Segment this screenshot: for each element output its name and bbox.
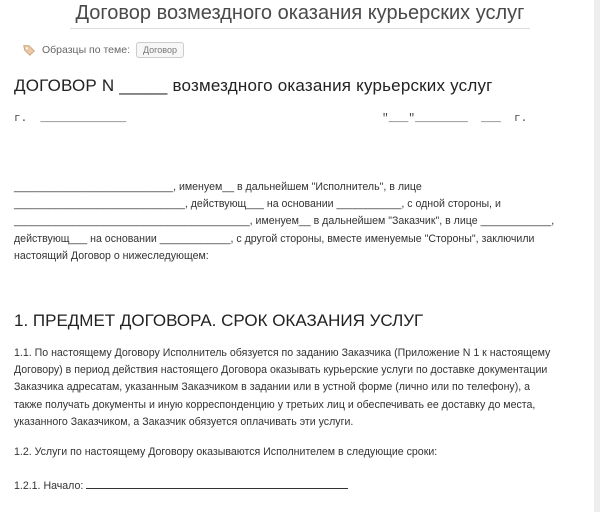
start-blank xyxy=(86,478,348,489)
clause-line: также получать документы и иную корреспонденцию у третьих лиц и обеспечивать ее доставку до места, xyxy=(14,398,536,411)
page-title: Договор возмездного оказания курьерских услуг xyxy=(75,2,525,24)
start-label: 1.2.1. Начало: xyxy=(14,480,84,492)
scrollbar-track[interactable] xyxy=(594,0,600,512)
clause-line: Договору) в период действия настоящего Договора оказывать курьерские услуги по доставке документации xyxy=(14,364,548,377)
city-prefix: г. xyxy=(14,113,28,125)
clause-line: 1.1. По настоящему Договору Исполнитель обязуется по заданию Заказчика (Приложение N 1 к настоящему xyxy=(14,347,551,359)
date-line: "___"________ ___ г. xyxy=(382,113,528,125)
related-templates xyxy=(22,42,184,58)
clause-line: указанного Заказчиком, а Заказчик обязуется оплачивать эти услуги. xyxy=(14,415,354,428)
city-blank: _____________ xyxy=(40,113,127,125)
intro-line: ________________________________________, именуем__ в дальнейшем "Заказчик", в лице ____________, xyxy=(14,215,555,228)
tags-label: Образцы по теме: xyxy=(42,44,130,56)
section-1-title: 1. ПРЕДМЕТ ДОГОВОРА. СРОК ОКАЗАНИЯ УСЛУГ xyxy=(14,311,424,330)
intro-line: настоящий Договор о нижеследующем: xyxy=(14,249,209,262)
clause-line: 1.2. Услуги по настоящему Договору оказываются Исполнителем в следующие сроки: xyxy=(14,446,438,458)
tag-chip-dogovor[interactable]: Договор xyxy=(136,42,184,58)
clause-1-1 xyxy=(14,345,550,431)
tag-icon xyxy=(22,43,36,57)
document-heading: ДОГОВОР N _____ возмездного оказания курьерских услуг xyxy=(14,76,493,95)
clause-1-2-1 xyxy=(14,478,348,495)
clause-line xyxy=(14,478,348,495)
intro-paragraph xyxy=(14,179,554,265)
city-line xyxy=(14,113,126,125)
clause-line: Заказчика адресатам, указанным Заказчиком в задании или в устной форме (лично или по телефону), а xyxy=(14,381,531,394)
intro-line: ___________________________, именуем__ в дальнейшем "Исполнитель", в лице xyxy=(14,181,422,193)
clause-1-2 xyxy=(14,444,437,461)
title-divider xyxy=(70,28,530,29)
intro-line: действующ___ на основании ____________, с другой стороны, вместе именуемые "Стороны", заключили xyxy=(14,232,535,245)
intro-line: _____________________________, действующ___ на основании ___________, с одной стороны, и xyxy=(14,198,501,211)
